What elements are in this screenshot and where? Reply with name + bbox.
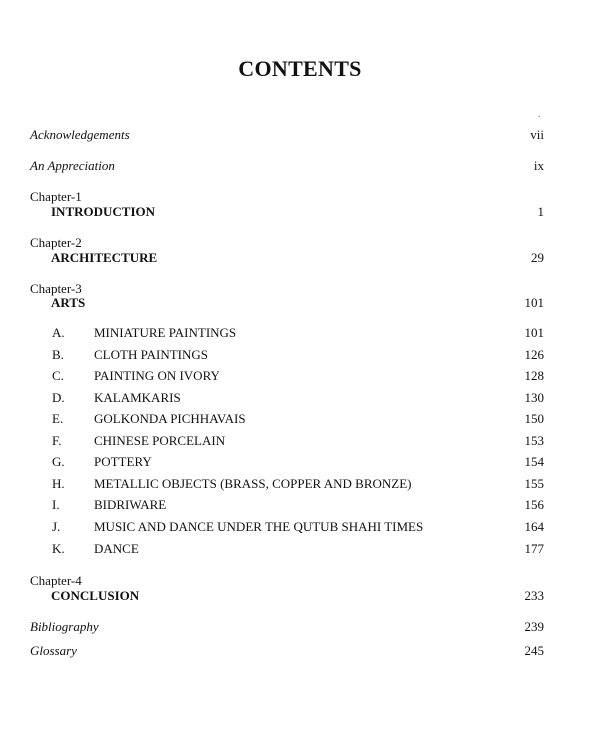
subentry-title: METALLIC OBJECTS (BRASS, COPPER AND BRONZE) (94, 476, 412, 491)
toc-entry-chapter-2 (0, 249, 600, 267)
subentry-title: GOLKONDA PICHHAVAIS (94, 411, 246, 426)
subentry-title: PAINTING ON IVORY (94, 368, 220, 383)
entry-page: 177 (524, 541, 544, 556)
subentry-title: CLOTH PAINTINGS (94, 347, 208, 362)
entry-page: vii (530, 127, 544, 142)
entry-page: 126 (524, 347, 544, 362)
subentry-letter: F. (52, 433, 62, 448)
chapter-title: INTRODUCTION (51, 204, 156, 219)
subentry-letter: A. (52, 325, 65, 340)
entry-page: 150 (524, 411, 544, 426)
stray-dot: . (538, 109, 541, 120)
subentry-letter: H. (52, 476, 65, 491)
subentry-title: KALAMKARIS (94, 390, 181, 405)
subentry-title: MUSIC AND DANCE UNDER THE QUTUB SHAHI TIMES (94, 519, 424, 534)
toc-entry-acknowledgements (0, 126, 600, 144)
entry-page: 130 (524, 390, 544, 405)
subentry-letter: K. (52, 541, 65, 556)
toc-subentry-a (0, 324, 600, 342)
entry-page: 1 (537, 204, 544, 219)
chapter-title: ARCHITECTURE (51, 250, 158, 265)
toc-entry-bibliography (0, 618, 600, 636)
toc-entry-glossary (0, 642, 600, 660)
entry-label: Bibliography (30, 619, 99, 634)
toc-subentry-e (0, 410, 600, 428)
subentry-title: MINIATURE PAINTINGS (94, 325, 237, 340)
toc-subentry-b (0, 346, 600, 364)
toc-entry-chapter-4 (0, 587, 600, 605)
subentry-title: CHINESE PORCELAIN (94, 433, 226, 448)
chapter-label: Chapter-2 (30, 235, 82, 250)
entry-page: 156 (524, 497, 544, 512)
entry-page: 153 (524, 433, 544, 448)
subentry-letter: I. (52, 497, 60, 512)
entry-page: 128 (524, 368, 544, 383)
chapter-label: Chapter-1 (30, 189, 82, 204)
entry-page: 155 (524, 476, 544, 491)
subentry-letter: J. (52, 519, 61, 534)
entry-page: 101 (524, 325, 544, 340)
entry-page: 101 (524, 295, 544, 310)
subentry-title: POTTERY (94, 454, 152, 469)
toc-subentry-k (0, 540, 600, 558)
subentry-title: DANCE (94, 541, 139, 556)
toc-entry-appreciation (0, 157, 600, 175)
subentry-letter: B. (52, 347, 64, 362)
entry-page: 164 (524, 519, 544, 534)
toc-subentry-g (0, 453, 600, 471)
toc-subentry-c (0, 367, 600, 385)
entry-page: 233 (524, 588, 544, 603)
toc-entry-chapter-3 (0, 294, 600, 312)
entry-page: 154 (524, 454, 544, 469)
chapter-title: CONCLUSION (51, 588, 140, 603)
toc-subentry-f (0, 432, 600, 450)
entry-page: ix (533, 158, 544, 173)
toc-subentry-j (0, 518, 600, 536)
chapter-label: Chapter-4 (30, 573, 82, 588)
subentry-letter: E. (52, 411, 64, 426)
toc-subentry-d (0, 389, 600, 407)
entry-label: Acknowledgements (30, 127, 130, 142)
toc-subentry-h (0, 475, 600, 493)
entry-page: 239 (524, 619, 544, 634)
entry-label: Glossary (30, 643, 77, 658)
subentry-letter: G. (52, 454, 65, 469)
entry-page: 29 (531, 250, 544, 265)
toc-entry-chapter-1 (0, 203, 600, 221)
entry-page: 245 (524, 643, 544, 658)
page-title: CONTENTS (238, 56, 362, 81)
toc-subentry-i (0, 496, 600, 514)
subentry-letter: C. (52, 368, 64, 383)
chapter-title: ARTS (51, 295, 86, 310)
entry-label: An Appreciation (30, 158, 115, 173)
chapter-label: Chapter-3 (30, 281, 82, 296)
subentry-title: BIDRIWARE (94, 497, 167, 512)
subentry-letter: D. (52, 390, 65, 405)
